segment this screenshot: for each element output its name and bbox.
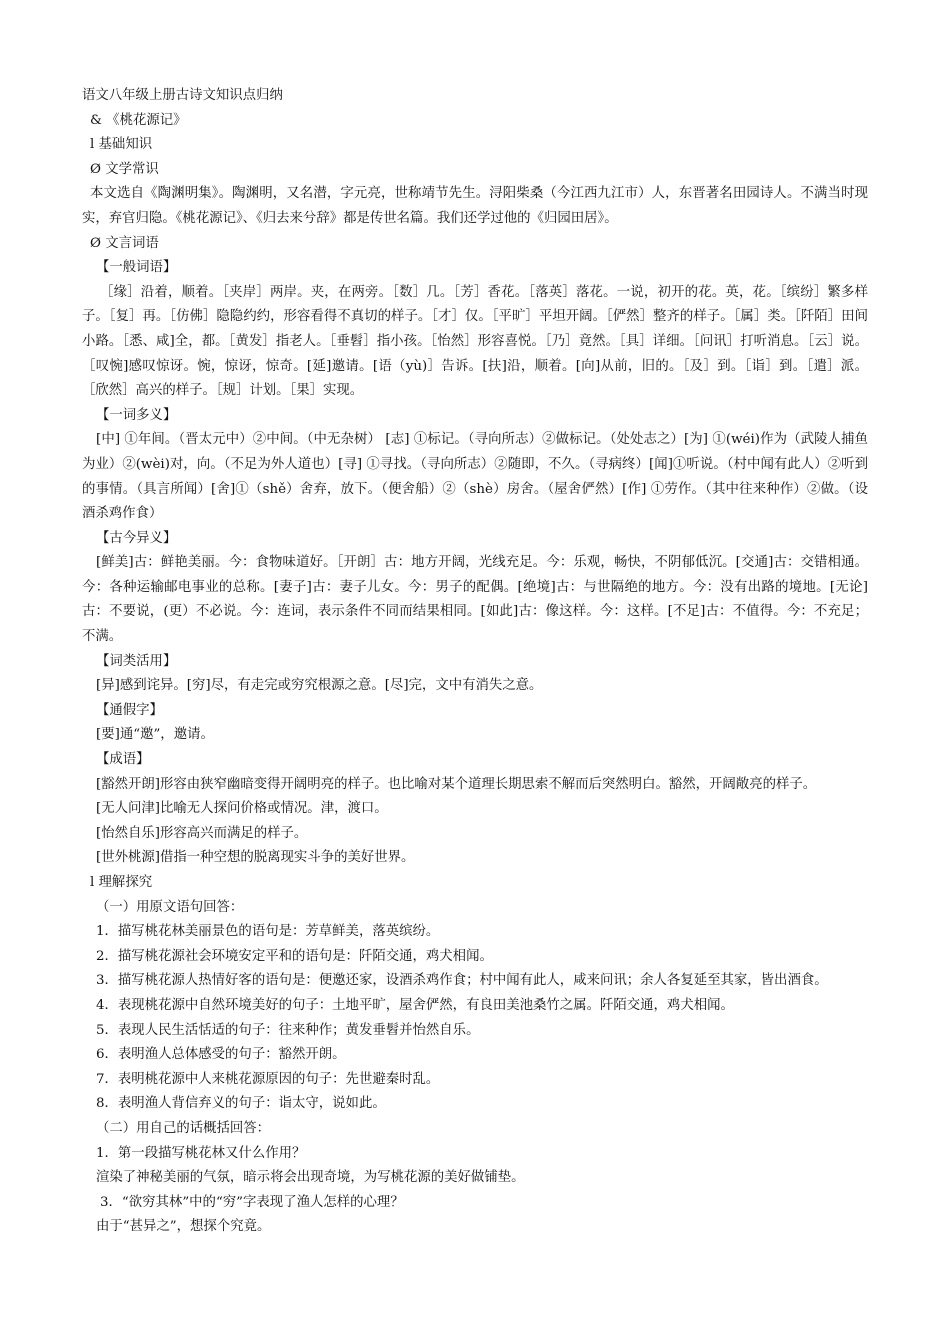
question-item: 3．“欲穷其林”中的“穷”字表现了渔人怎样的心理？ bbox=[100, 1194, 404, 1210]
question-item: 7．表明桃花源中人来桃花源原因的句子：先世避秦时乱。 bbox=[96, 1071, 440, 1087]
loan-character-text: [要]通“邀”，邀请。 bbox=[96, 727, 214, 743]
ancient-modern-heading: 【古今异义】 bbox=[96, 530, 177, 546]
general-words-content: ［缘］沿着，顺着。［夹岸］两岸。夹，在两旁。［数］几。［芳］香花。［落英］落花。一说，初开的花。英，花。［缤纷］繁多样子。［复］再。［仿佛］隐隐约约，形容看得不真切的样子。［才］仅。［平旷］平坦开阔。［俨然］整齐的样子。［属］类。［阡陌］田间小路。［悉、咸]全，都。［黄发］指老人。［垂髫］指小孩。［怡然］形容喜悦。［乃］竟然。［具］详细。［问讯］打听消息。［云］说。 ［叹惋]感叹惊讶。惋，惊讶，惊奇。[延]邀请。[语（yù)］告诉。[扶]沿，顺着。[向]从前，旧的。［及］到。［诣］到。［遣］派。［欣然］高兴的样子。［规］计划。［果］实现。 bbox=[82, 284, 868, 399]
idiom-item: [世外桃源]借指一种空想的脱离现实斗争的美好世界。 bbox=[96, 850, 415, 866]
answer-item: 由于“甚异之”，想探个究竟。 bbox=[96, 1219, 271, 1235]
question-group-2-heading: （二）用自己的话概括回答： bbox=[96, 1120, 271, 1136]
question-item: 8．表明渔人背信弃义的句子：诣太守，说如此。 bbox=[96, 1096, 386, 1112]
answer-item: 渲染了神秘美丽的气氛，暗示将会出现奇境，为写桃花源的美好做铺垫。 bbox=[96, 1170, 525, 1186]
idiom-heading: 【成语】 bbox=[96, 752, 150, 768]
idiom-item: [无人问津]比喻无人探问价格或情况。津，渡口。 bbox=[96, 801, 388, 817]
question-item: 6．表明渔人总体感受的句子：豁然开朗。 bbox=[96, 1047, 346, 1063]
question-item: 2．描写桃花源社会环境安定平和的语句是：阡陌交通，鸡犬相闻。 bbox=[96, 948, 493, 964]
document-body bbox=[82, 84, 868, 1240]
literature-text-content: 本文选自《陶渊明集》。陶渊明，又名潜，字元亮，世称靖节先生。浔阳柴桑（今江西九江市）人，东晋著名田园诗人。不满当时现实，弃官归隐。《桃花源记》、《归去来兮辞》都是传世名篇。我们还学过他的《归园田居》。 bbox=[82, 186, 868, 226]
loan-character-heading: 【通假字】 bbox=[96, 702, 163, 718]
ancient-modern-text bbox=[82, 551, 868, 649]
vocabulary-heading: Ø 文言词语 bbox=[90, 235, 159, 251]
literature-text bbox=[82, 182, 868, 231]
question-group-1-heading: （一）用原文语句回答： bbox=[96, 899, 244, 915]
polysemy-heading: 【一词多义】 bbox=[96, 407, 177, 423]
document-title: 语文八年级上册古诗文知识点归纳 bbox=[82, 88, 283, 103]
ancient-modern-content: [鲜美]古：鲜艳美丽。今：食物味道好。［开朗］古：地方开阔，光线充足。今：乐观，畅快，不阴郁低沉。[交通]古：交错相通。今：各种运输邮电事业的总称。[妻子]古：妻子儿女。今：男子的配偶。[绝境]古：与世隔绝的地方。今：没有出路的境地。[无论]古：不要说，(更）不必说。今：连词，表示条件不同而结果相同。[如此]古：像这样。今：这样。[不足]古：不值得。今：不充足；不满。 bbox=[82, 555, 868, 645]
literature-heading: Ø 文学常识 bbox=[90, 161, 159, 177]
word-conversion-heading: 【词类活用】 bbox=[96, 653, 177, 669]
part-understanding: l 理解探究 bbox=[90, 875, 153, 890]
part-basic-knowledge: l 基础知识 bbox=[90, 137, 153, 153]
general-words-heading: 【一般词语】 bbox=[96, 260, 177, 276]
question-item: 4．表现桃花源中自然环境美好的句子：土地平旷，屋舍俨然，有良田美池桑竹之属。阡陌交通，鸡犬相闻。 bbox=[96, 997, 734, 1013]
word-conversion-text: [异]感到诧异。[穷]尽，有走完或穷究根源之意。[尽]完，文中有消失之意。 bbox=[96, 678, 543, 694]
polysemy-content: [中] ①年间。（晋太元中）②中间。（中无杂树） [志] ①标记。（寻向所志）②做标记。（处处志之）[为] ①(wéi)作为（武陵人捕鱼为业）②(wèi)对，向。（不足为外人道也）[寻] ①寻找。（寻向所志）②随即，不久。（寻病终）[闻]①听说。（村中闻有此人）②听到的事情。（具言所闻）[舍]①（shě）舍弃，放下。（便舍船）②（shè）房舍。（屋舍俨然）[作] ①劳作。（其中往来种作）②做。（设酒杀鸡作食） bbox=[82, 432, 868, 522]
section-title: & 《桃花源记》 bbox=[90, 112, 187, 128]
general-words-text bbox=[82, 281, 868, 404]
question-item: 5．表现人民生活恬适的句子：往来种作；黄发垂髫并怡然自乐。 bbox=[96, 1022, 480, 1038]
question-item: 1．描写桃花林美丽景色的语句是：芳草鲜美，落英缤纷。 bbox=[96, 924, 440, 940]
question-item: 1．第一段描写桃花林又什么作用？ bbox=[96, 1145, 306, 1161]
polysemy-text bbox=[82, 428, 868, 526]
question-item: 3．描写桃花源人热情好客的语句是：便邀还家，设酒杀鸡作食；村中闻有此人，咸来问讯；余人各复延至其家，皆出酒食。 bbox=[96, 973, 828, 989]
idiom-item: [豁然开朗]形容由狭窄幽暗变得开阔明亮的样子。也比喻对某个道理长期思索不解而后突然明白。豁然，开阔敞亮的样子。 bbox=[96, 776, 817, 792]
idiom-item: [怡然自乐]形容高兴而满足的样子。 bbox=[96, 825, 308, 841]
